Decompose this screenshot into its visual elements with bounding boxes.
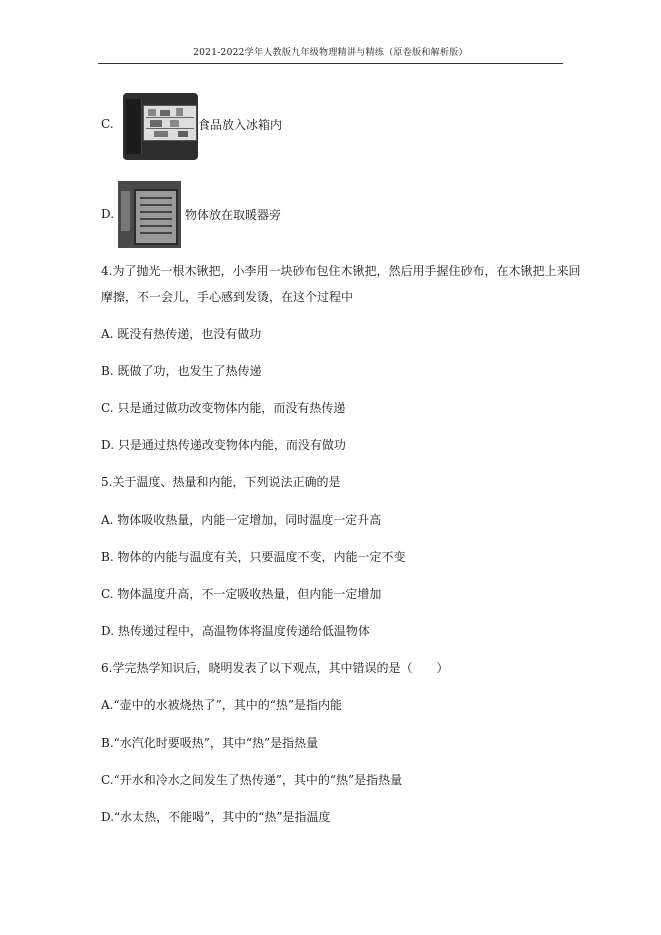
option-letter: D. <box>101 207 115 221</box>
question-stem: 6.学完热学知识后，晓明发表了以下观点，其中错误的是（ ） <box>101 661 449 675</box>
answer-option: D. 热传递过程中，高温物体将温度传递给低温物体 <box>101 624 370 638</box>
question-stem: 摩擦，不一会儿，手心感到发烫，在这个过程中 <box>101 290 354 304</box>
answer-option: B. 物体的内能与温度有关，只要温度不变，内能一定不变 <box>101 550 406 564</box>
header-rule <box>98 63 563 64</box>
answer-option: A.“壶中的水被烧热了”，其中的“热”是指内能 <box>101 698 343 712</box>
answer-option: B.“水汽化时要吸热”，其中“热”是指热量 <box>101 736 319 750</box>
answer-option: C. 物体温度升高，不一定吸收热量，但内能一定增加 <box>101 587 382 601</box>
question-stem: 5.关于温度、热量和内能，下列说法正确的是 <box>101 475 341 489</box>
refrigerator-image <box>123 93 198 160</box>
answer-option: D. 只是通过热传递改变物体内能，而没有做功 <box>101 438 346 452</box>
option-text: 食品放入冰箱内 <box>198 118 283 132</box>
answer-option: A. 既没有热传递，也没有做功 <box>101 327 262 341</box>
option-text: 物体放在取暖器旁 <box>185 208 282 222</box>
header-title: 2021-2022学年人教版九年级物理精讲与精练（原卷版和解析版） <box>193 48 468 58</box>
answer-option: D.“水太热，不能喝”，其中的“热”是指温度 <box>101 810 331 824</box>
question-stem: 4.为了抛光一根木锹把，小李用一块砂布包住木锹把，然后用手握住砂布，在木锹把上来回 <box>101 264 581 278</box>
option-letter: C. <box>101 117 114 131</box>
answer-option: C.“开水和冷水之间发生了热传递”，其中的“热”是指热量 <box>101 773 403 787</box>
answer-option: B. 既做了功，也发生了热传递 <box>101 364 262 378</box>
answer-option: A. 物体吸收热量，内能一定增加，同时温度一定升高 <box>101 513 382 527</box>
answer-option: C. 只是通过做功改变物体内能，而没有热传递 <box>101 401 346 415</box>
heater-image <box>118 181 181 248</box>
